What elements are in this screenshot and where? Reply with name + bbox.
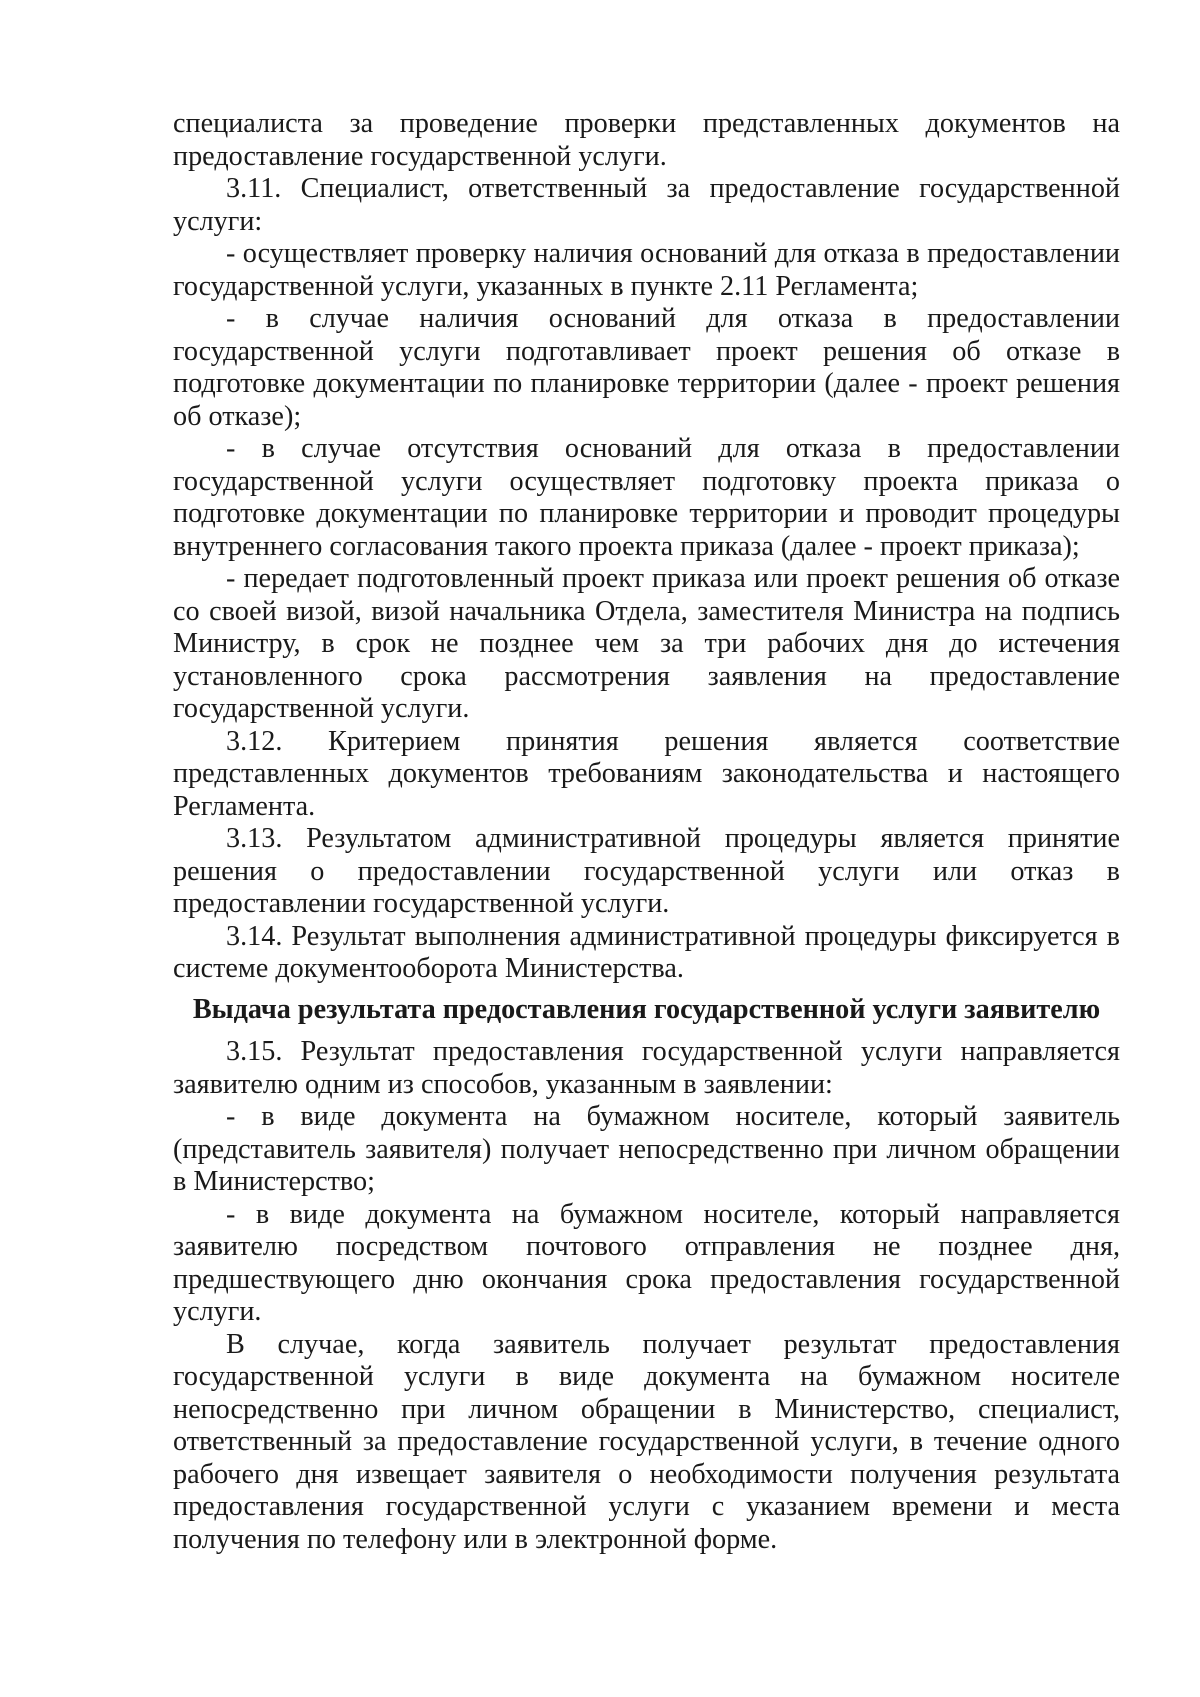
paragraph-3-15-item-1: - в виде документа на бумажном носителе, который заявитель (представитель заявителя) получает непосредственно при личном обращении в Министерство; xyxy=(173,1101,1120,1197)
paragraph-3-11-item-1: - осуществляет проверку наличия оснований для отказа в предоставлении государственной услуги, указанных в пункте 2.11 Регламента; xyxy=(173,238,1120,302)
paragraph-3-14: 3.14. Результат выполнения административной процедуры фиксируется в системе документооборота Министерства. xyxy=(173,920,1120,984)
paragraph-3-12: 3.12. Критерием принятия решения является соответствие представленных документов требованиям законодательства и настоящего Регламента. xyxy=(173,725,1120,822)
paragraph-continuation: специалиста за проведение проверки представленных документов на предоставление государственной услуги. xyxy=(173,108,1120,172)
document-page xyxy=(173,108,1120,1556)
section-heading: Выдача результата предоставления государственной услуги заявителю xyxy=(192,993,1101,1025)
paragraph-3-15-item-2: - в виде документа на бумажном носителе, который направляется заявителю посредством почтового отправления не позднее дня, предшествующего дню окончания срока предоставления государственной услуги. xyxy=(173,1198,1120,1327)
section-body-after-heading xyxy=(173,1036,1120,1556)
paragraph-3-11: 3.11. Специалист, ответственный за предоставление государственной услуги: xyxy=(173,173,1120,237)
paragraph-personal-pickup: В случае, когда заявитель получает результат предоставления государственной услуги в виде документа на бумажном носителе непосредственно при личном обращении в Министерство, специалист, ответственный за предоставление государственной услуги, в течение одного рабочего дня извещает заявителя о необходимости получения результата предоставления государственной услуги с указанием времени и места получения по телефону или в электронной форме. xyxy=(173,1328,1120,1555)
paragraph-3-11-item-2: - в случае наличия оснований для отказа в предоставлении государственной услуги подготавливает проект решения об отказе в подготовке документации по планировке территории (далее - проект решения об отказе); xyxy=(173,303,1120,432)
section-body-before-heading xyxy=(173,108,1120,986)
paragraph-3-15: 3.15. Результат предоставления государственной услуги направляется заявителю одним из способов, указанным в заявлении: xyxy=(173,1036,1120,1100)
paragraph-3-11-item-3: - в случае отсутствия оснований для отказа в предоставлении государственной услуги осуществляет подготовку проекта приказа о подготовке документации по планировке территории и проводит процедуры внутреннего согласования такого проекта приказа (далее - проект приказа); xyxy=(173,433,1120,562)
paragraph-3-13: 3.13. Результатом административной процедуры является принятие решения о предоставлении государственной услуги или отказ в предоставлении государственной услуги. xyxy=(173,823,1120,919)
paragraph-3-11-item-4: - передает подготовленный проект приказа или проект решения об отказе со своей визой, визой начальника Отдела, заместителя Министра на подпись Министру, в срок не позднее чем за три рабочих дня до истечения установленного срока рассмотрения заявления на предоставление государственной услуги. xyxy=(173,563,1120,724)
